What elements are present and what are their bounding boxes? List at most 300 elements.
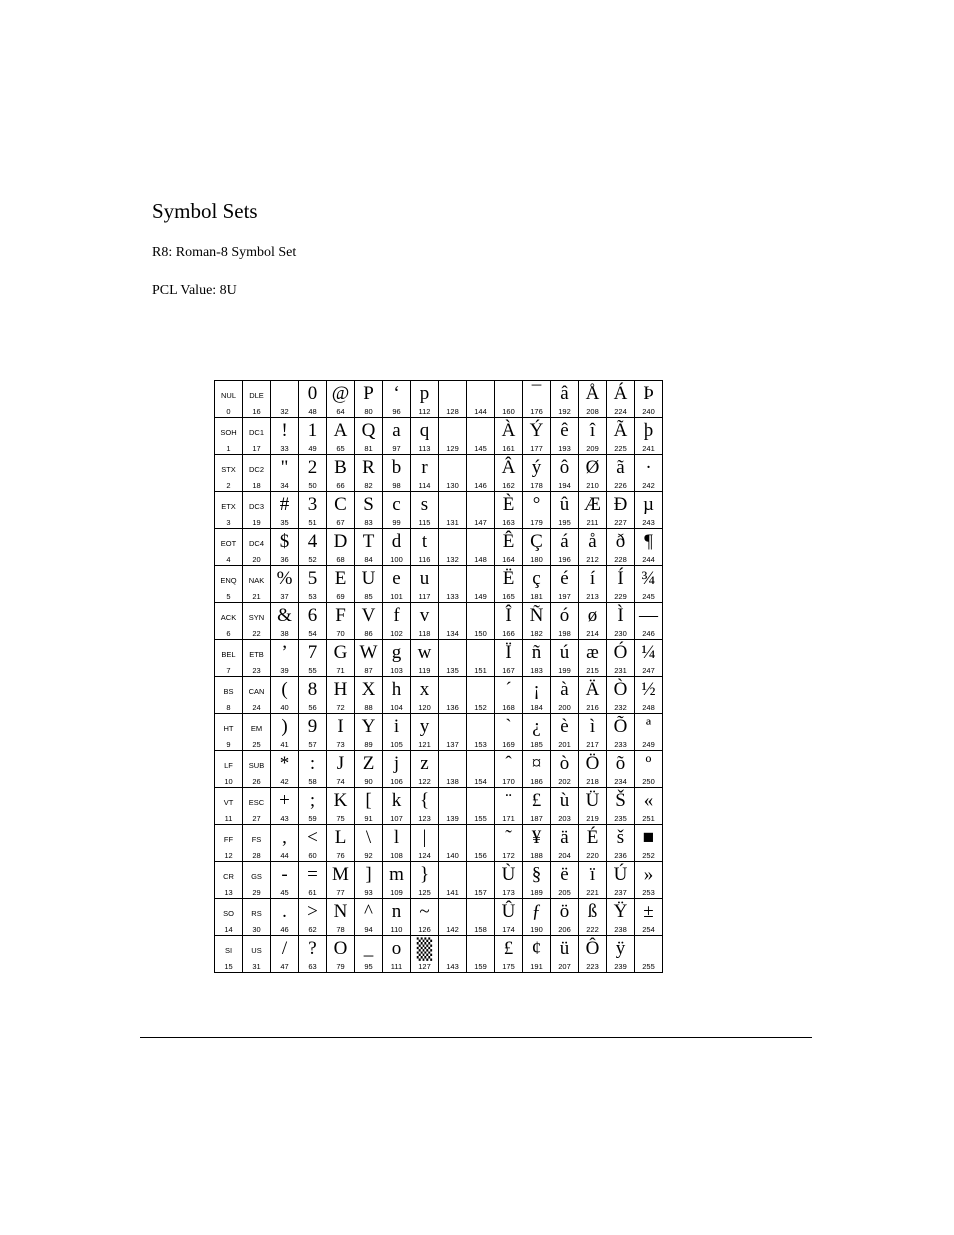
- symbol-glyph: Î: [505, 605, 512, 626]
- symbol-code: 34: [280, 481, 289, 490]
- symbol-glyph: !: [281, 420, 288, 441]
- symbol-glyph: z: [420, 753, 429, 774]
- symbol-cell: [383, 603, 411, 640]
- symbol-cell: [411, 566, 439, 603]
- symbol-glyph: â: [560, 383, 569, 404]
- symbol-code: 45: [280, 888, 289, 897]
- symbol-code: 181: [530, 592, 543, 601]
- symbol-cell: [383, 529, 411, 566]
- symbol-glyph: 2: [307, 457, 318, 478]
- symbol-glyph: c: [392, 494, 401, 515]
- symbol-glyph: $: [279, 531, 290, 552]
- table-row: [215, 640, 663, 677]
- symbol-cell: [355, 418, 383, 455]
- symbol-code: 231: [614, 666, 627, 675]
- symbol-cell: [551, 492, 579, 529]
- symbol-glyph: Ô: [585, 938, 600, 959]
- symbol-cell: [215, 936, 243, 973]
- symbol-cell: [215, 492, 243, 529]
- symbol-cell: [355, 492, 383, 529]
- symbol-glyph: s: [420, 494, 429, 515]
- symbol-cell: [215, 603, 243, 640]
- symbol-code: 215: [586, 666, 599, 675]
- symbol-cell: [635, 381, 663, 418]
- symbol-glyph: Ø: [585, 457, 600, 478]
- symbol-cell: [439, 640, 467, 677]
- symbol-glyph: _: [363, 938, 374, 959]
- symbol-code: 15: [224, 962, 233, 971]
- page-title: Symbol Sets: [152, 199, 258, 223]
- symbol-cell: [635, 751, 663, 788]
- symbol-cell: [243, 899, 271, 936]
- symbol-code: 2: [226, 481, 231, 490]
- symbol-cell: [607, 381, 635, 418]
- symbol-cell: [439, 825, 467, 862]
- symbol-cell: [327, 788, 355, 825]
- symbol-cell: [467, 640, 495, 677]
- symbol-glyph: è: [560, 716, 569, 737]
- symbol-cell: [579, 825, 607, 862]
- symbol-code: 230: [614, 629, 627, 638]
- symbol-code: 125: [418, 888, 431, 897]
- symbol-cell: [243, 640, 271, 677]
- symbol-cell: [243, 788, 271, 825]
- symbol-code: 88: [364, 703, 373, 712]
- symbol-cell: [439, 603, 467, 640]
- symbol-cell: [551, 899, 579, 936]
- symbol-glyph: FF: [223, 835, 234, 844]
- symbol-cell: [299, 529, 327, 566]
- symbol-glyph: É: [586, 827, 599, 848]
- symbol-set-table: [214, 380, 663, 973]
- symbol-glyph: ì: [589, 716, 596, 737]
- table-row: [215, 751, 663, 788]
- symbol-cell: [495, 492, 523, 529]
- symbol-cell: [635, 899, 663, 936]
- table-row: [215, 492, 663, 529]
- symbol-cell: [467, 492, 495, 529]
- symbol-glyph: Â: [501, 457, 516, 478]
- symbol-cell: [551, 936, 579, 973]
- symbol-code: 122: [418, 777, 431, 786]
- symbol-cell: [327, 381, 355, 418]
- footer-rule: [140, 1037, 812, 1038]
- symbol-code: 202: [558, 777, 571, 786]
- symbol-glyph: ¥: [531, 827, 542, 848]
- symbol-cell: [579, 455, 607, 492]
- symbol-code: 211: [586, 518, 599, 527]
- symbol-cell: [523, 825, 551, 862]
- symbol-code: 83: [364, 518, 373, 527]
- symbol-glyph: ð: [615, 531, 626, 552]
- symbol-glyph: k: [391, 790, 402, 811]
- symbol-cell: [383, 492, 411, 529]
- symbol-glyph: FS: [251, 835, 262, 844]
- symbol-glyph: ETB: [249, 650, 264, 659]
- symbol-glyph: ,: [282, 827, 287, 848]
- symbol-glyph: ETX: [221, 502, 236, 511]
- pcl-value: PCL Value: 8U: [152, 283, 237, 298]
- symbol-glyph: BEL: [221, 650, 236, 659]
- symbol-code: 39: [280, 666, 289, 675]
- symbol-glyph: Z: [362, 753, 375, 774]
- symbol-cell: [411, 714, 439, 751]
- symbol-cell: [495, 455, 523, 492]
- symbol-code: 65: [336, 444, 345, 453]
- symbol-cell: [467, 825, 495, 862]
- symbol-code: 103: [390, 666, 403, 675]
- symbol-glyph: f: [393, 605, 400, 626]
- symbol-code: 11: [224, 814, 233, 823]
- symbol-code: 14: [224, 925, 233, 934]
- symbol-cell: [607, 899, 635, 936]
- symbol-cell: [523, 603, 551, 640]
- symbol-glyph: ù: [559, 790, 570, 811]
- symbol-code: 143: [446, 962, 459, 971]
- symbol-cell: [635, 455, 663, 492]
- symbol-glyph: ?: [308, 938, 317, 959]
- symbol-cell: [243, 418, 271, 455]
- symbol-code: 154: [474, 777, 487, 786]
- symbol-cell: [607, 566, 635, 603]
- symbol-glyph: Ã: [613, 420, 628, 441]
- symbol-code: 4: [226, 555, 231, 564]
- symbol-glyph: Y: [361, 716, 376, 737]
- symbol-cell: [299, 640, 327, 677]
- symbol-code: 247: [642, 666, 655, 675]
- symbol-code: 134: [446, 629, 459, 638]
- symbol-glyph: DLE: [249, 391, 264, 400]
- symbol-cell: [215, 899, 243, 936]
- symbol-glyph: R: [362, 457, 375, 478]
- symbol-code: 75: [336, 814, 345, 823]
- symbol-code: 174: [502, 925, 515, 934]
- symbol-glyph: Ð: [613, 494, 628, 515]
- symbol-glyph: ó: [559, 605, 570, 626]
- symbol-code: 255: [642, 962, 655, 971]
- symbol-glyph: [: [365, 790, 372, 811]
- symbol-glyph: µ: [643, 494, 654, 515]
- symbol-code: 242: [642, 481, 655, 490]
- symbol-code: 212: [586, 555, 599, 564]
- table-row: [215, 862, 663, 899]
- symbol-cell: [355, 936, 383, 973]
- symbol-glyph: v: [419, 605, 430, 626]
- symbol-code: 51: [308, 518, 317, 527]
- symbol-code: 233: [614, 740, 627, 749]
- symbol-code: 92: [364, 851, 373, 860]
- symbol-cell: [243, 936, 271, 973]
- symbol-glyph: Ý: [529, 420, 544, 441]
- symbol-set-name: R8: Roman-8 Symbol Set: [152, 245, 297, 260]
- symbol-glyph: Ñ: [529, 605, 544, 626]
- symbol-code: 43: [280, 814, 289, 823]
- symbol-glyph: ä: [560, 827, 569, 848]
- symbol-glyph: p: [419, 383, 430, 404]
- symbol-glyph: &: [277, 605, 292, 626]
- symbol-cell: [383, 714, 411, 751]
- symbol-code: 145: [474, 444, 487, 453]
- symbol-glyph: 4: [307, 531, 318, 552]
- symbol-cell: [523, 640, 551, 677]
- symbol-cell: [327, 492, 355, 529]
- symbol-glyph: —: [639, 605, 658, 626]
- symbol-glyph: Q: [361, 420, 376, 441]
- symbol-cell: [495, 899, 523, 936]
- symbol-code: 18: [252, 481, 261, 490]
- symbol-cell: [579, 936, 607, 973]
- symbol-glyph: >: [307, 901, 318, 922]
- symbol-cell: [383, 455, 411, 492]
- symbol-code: 24: [252, 703, 261, 712]
- symbol-code: 240: [642, 407, 655, 416]
- symbol-code: 208: [586, 407, 599, 416]
- symbol-glyph: DC4: [248, 539, 264, 548]
- symbol-code: 74: [336, 777, 345, 786]
- symbol-cell: [467, 455, 495, 492]
- symbol-cell: [215, 529, 243, 566]
- symbol-cell: [327, 751, 355, 788]
- symbol-cell: [495, 788, 523, 825]
- symbol-code: 149: [474, 592, 487, 601]
- symbol-cell: [635, 825, 663, 862]
- symbol-cell: [495, 566, 523, 603]
- symbol-cell: [635, 566, 663, 603]
- symbol-code: 91: [364, 814, 373, 823]
- table-row: [215, 529, 663, 566]
- symbol-code: 218: [586, 777, 599, 786]
- symbol-glyph: ÿ: [615, 938, 626, 959]
- symbol-glyph: Õ: [613, 716, 628, 737]
- symbol-glyph: ¤: [531, 753, 542, 774]
- symbol-code: 165: [502, 592, 515, 601]
- symbol-cell: [355, 529, 383, 566]
- symbol-code: 189: [530, 888, 543, 897]
- symbol-glyph: ˜: [505, 827, 512, 848]
- symbol-glyph: Ì: [617, 605, 624, 626]
- symbol-cell: [327, 418, 355, 455]
- symbol-cell: [411, 788, 439, 825]
- symbol-glyph: ª: [645, 716, 652, 737]
- symbol-glyph: EOT: [220, 539, 237, 548]
- table-row: [215, 899, 663, 936]
- symbol-code: 141: [446, 888, 459, 897]
- symbol-code: 53: [308, 592, 317, 601]
- symbol-cell: [523, 566, 551, 603]
- symbol-glyph: õ: [615, 753, 626, 774]
- symbol-glyph: CR: [223, 872, 234, 881]
- table-row: [215, 455, 663, 492]
- symbol-code: 3: [226, 518, 231, 527]
- symbol-code: 106: [390, 777, 403, 786]
- symbol-code: 234: [614, 777, 627, 786]
- symbol-glyph: ø: [587, 605, 598, 626]
- symbol-code: 115: [418, 518, 431, 527]
- symbol-code: 224: [614, 407, 627, 416]
- symbol-cell: [495, 714, 523, 751]
- symbol-cell: [551, 788, 579, 825]
- symbol-cell: [439, 751, 467, 788]
- symbol-cell: [607, 418, 635, 455]
- symbol-cell: [383, 418, 411, 455]
- symbol-glyph: Æ: [584, 494, 601, 515]
- symbol-glyph: <: [307, 827, 318, 848]
- symbol-glyph: ö: [559, 901, 570, 922]
- symbol-glyph: 1: [307, 420, 318, 441]
- symbol-code: 209: [586, 444, 599, 453]
- symbol-cell: [355, 455, 383, 492]
- symbol-glyph: g: [391, 642, 402, 663]
- symbol-glyph: u: [419, 568, 430, 589]
- symbol-cell: [467, 566, 495, 603]
- symbol-cell: [299, 825, 327, 862]
- symbol-cell: [551, 529, 579, 566]
- symbol-code: 12: [224, 851, 233, 860]
- symbol-cell: [607, 825, 635, 862]
- symbol-code: 200: [558, 703, 571, 712]
- symbol-cell: [523, 381, 551, 418]
- symbol-code: 191: [530, 962, 543, 971]
- symbol-cell: [411, 603, 439, 640]
- symbol-glyph: E: [334, 568, 347, 589]
- symbol-glyph: G: [333, 642, 348, 663]
- symbol-cell: [523, 788, 551, 825]
- symbol-code: 244: [642, 555, 655, 564]
- symbol-glyph: SO: [223, 909, 234, 918]
- symbol-cell: [271, 455, 299, 492]
- symbol-cell: [551, 566, 579, 603]
- symbol-glyph: Ö: [585, 753, 600, 774]
- symbol-code: 170: [502, 777, 515, 786]
- symbol-glyph: ò: [559, 753, 570, 774]
- symbol-code: 104: [390, 703, 403, 712]
- symbol-glyph: §: [531, 864, 542, 885]
- symbol-code: 70: [336, 629, 345, 638]
- symbol-cell: [383, 862, 411, 899]
- symbol-cell: [467, 899, 495, 936]
- symbol-code: 203: [558, 814, 571, 823]
- symbol-code: 219: [586, 814, 599, 823]
- symbol-cell: [411, 899, 439, 936]
- symbol-code: 249: [642, 740, 655, 749]
- symbol-cell: [243, 714, 271, 751]
- symbol-code: 100: [390, 555, 403, 564]
- symbol-glyph: -: [281, 864, 288, 885]
- symbol-code: 214: [586, 629, 599, 638]
- symbol-glyph: ^: [364, 901, 373, 922]
- symbol-cell: [635, 788, 663, 825]
- symbol-glyph: ô: [559, 457, 570, 478]
- symbol-glyph: .: [282, 901, 287, 922]
- symbol-cell: [355, 899, 383, 936]
- symbol-code: 243: [642, 518, 655, 527]
- symbol-cell: [411, 936, 439, 973]
- symbol-glyph: BS: [223, 687, 234, 696]
- symbol-cell: [243, 492, 271, 529]
- symbol-code: 128: [446, 407, 459, 416]
- symbol-glyph: |: [422, 827, 427, 848]
- symbol-glyph: B: [334, 457, 347, 478]
- symbol-cell: [327, 529, 355, 566]
- symbol-code: 27: [252, 814, 261, 823]
- symbol-cell: [355, 677, 383, 714]
- symbol-code: 232: [614, 703, 627, 712]
- symbol-code: 184: [530, 703, 543, 712]
- symbol-code: 217: [586, 740, 599, 749]
- symbol-glyph: 7: [307, 642, 318, 663]
- symbol-cell: [215, 640, 243, 677]
- symbol-cell: [579, 862, 607, 899]
- symbol-glyph: S: [363, 494, 374, 515]
- symbol-cell: [635, 677, 663, 714]
- symbol-code: 166: [502, 629, 515, 638]
- symbol-glyph: ;: [309, 790, 316, 811]
- symbol-code: 220: [586, 851, 599, 860]
- symbol-cell: [271, 788, 299, 825]
- symbol-glyph: DC3: [248, 502, 264, 511]
- symbol-code: 64: [336, 407, 345, 416]
- symbol-code: 140: [446, 851, 459, 860]
- symbol-code: 157: [474, 888, 487, 897]
- symbol-cell: [243, 751, 271, 788]
- symbol-glyph: +: [279, 790, 290, 811]
- symbol-cell: [215, 751, 243, 788]
- symbol-cell: [495, 751, 523, 788]
- symbol-cell: [607, 714, 635, 751]
- symbol-cell: [467, 788, 495, 825]
- symbol-glyph: £: [531, 790, 542, 811]
- symbol-glyph: 0: [307, 383, 318, 404]
- symbol-code: 148: [474, 555, 487, 564]
- symbol-cell: [327, 603, 355, 640]
- symbol-glyph: Ÿ: [613, 901, 628, 922]
- symbol-code: 61: [308, 888, 317, 897]
- symbol-cell: [607, 529, 635, 566]
- symbol-cell: [271, 381, 299, 418]
- symbol-code: 29: [252, 888, 261, 897]
- symbol-glyph: 6: [307, 605, 318, 626]
- symbol-cell: [439, 677, 467, 714]
- symbol-code: 136: [446, 703, 459, 712]
- symbol-glyph: HT: [223, 724, 234, 733]
- symbol-code: 156: [474, 851, 487, 860]
- symbol-glyph: Ê: [502, 531, 515, 552]
- symbol-glyph: %: [276, 568, 293, 589]
- symbol-glyph: Ò: [613, 679, 628, 700]
- symbol-glyph: V: [361, 605, 376, 626]
- symbol-cell: [495, 640, 523, 677]
- symbol-glyph: *: [279, 753, 290, 774]
- symbol-cell: [299, 566, 327, 603]
- symbol-glyph: ú: [559, 642, 570, 663]
- symbol-code: 121: [418, 740, 431, 749]
- symbol-glyph: ¨: [505, 790, 512, 811]
- symbol-glyph: W: [359, 642, 378, 663]
- symbol-code: 150: [474, 629, 487, 638]
- symbol-cell: [523, 455, 551, 492]
- symbol-code: 127: [418, 962, 431, 971]
- symbol-code: 175: [502, 962, 515, 971]
- symbol-code: 79: [336, 962, 345, 971]
- symbol-code: 38: [280, 629, 289, 638]
- symbol-glyph: M: [332, 864, 349, 885]
- symbol-cell: [523, 751, 551, 788]
- symbol-code: 117: [418, 592, 431, 601]
- symbol-cell: [411, 677, 439, 714]
- symbol-code: 225: [614, 444, 627, 453]
- symbol-cell: [243, 677, 271, 714]
- symbol-glyph: U: [361, 568, 376, 589]
